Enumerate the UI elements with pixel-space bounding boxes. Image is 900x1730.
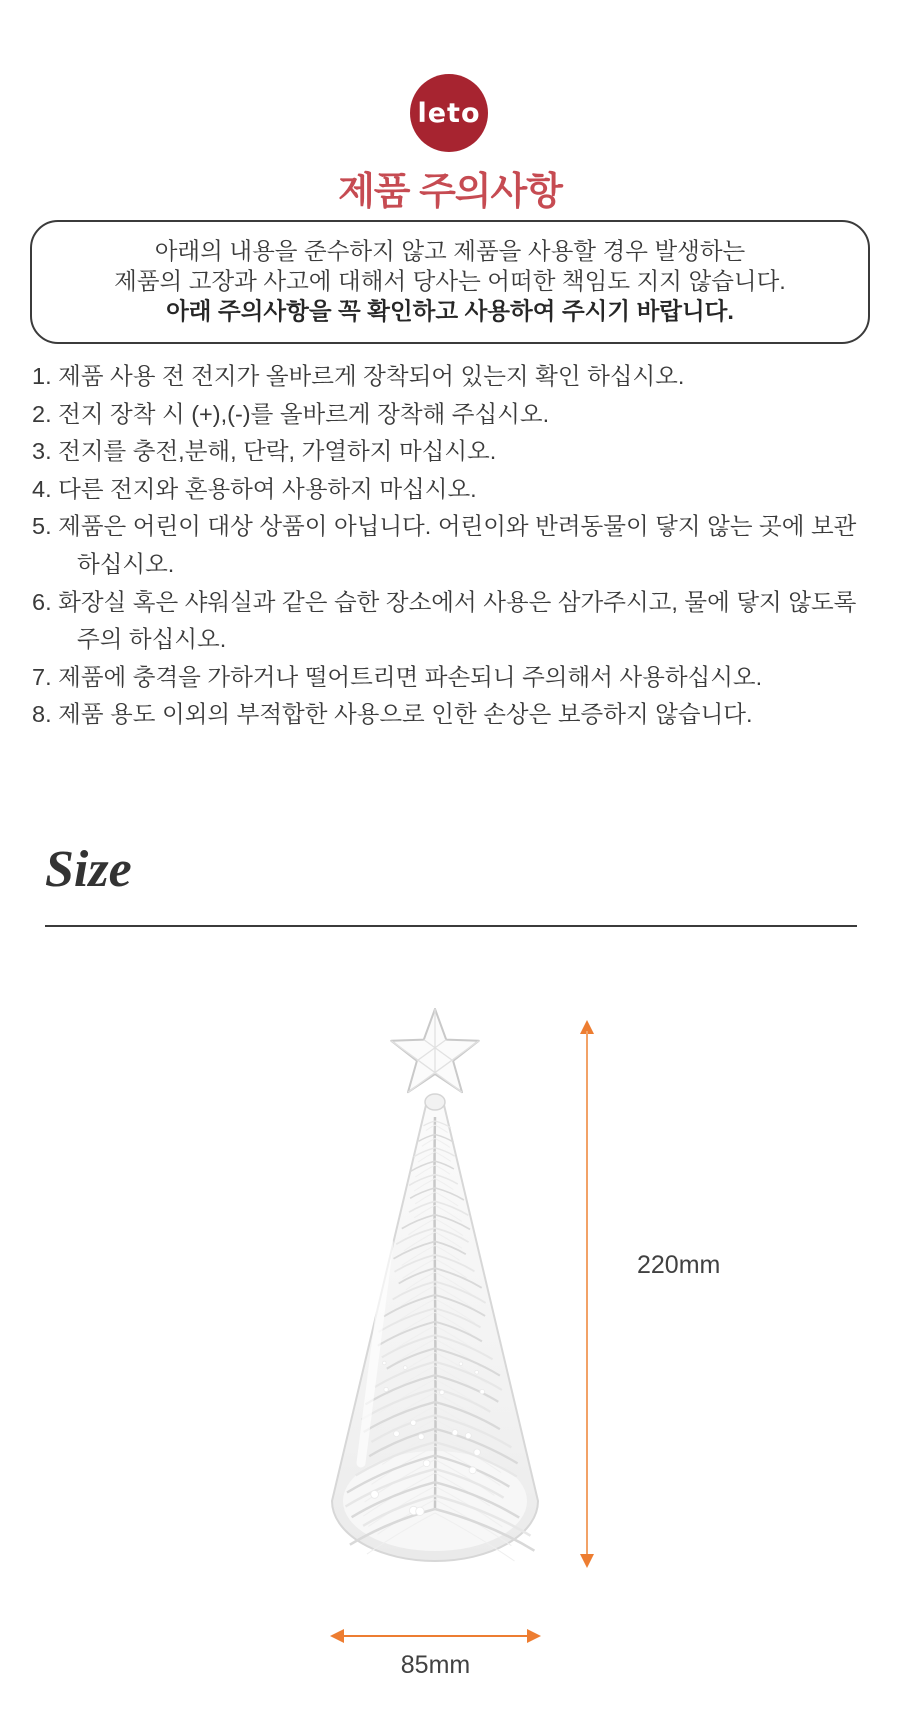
brand-logo-text: leto — [417, 97, 481, 129]
brand-logo — [410, 74, 488, 152]
precautions-list — [32, 358, 870, 734]
width-dimension-label: 85mm — [400, 1651, 471, 1679]
precaution-item: 7. 제품에 충격을 가하거나 떨어트리면 파손되니 주의해서 사용하십시오. — [32, 663, 763, 690]
height-dimension-arrow — [580, 1020, 594, 1568]
precaution-item: 1. 제품 사용 전 전지가 올바르게 장착되어 있는지 확인 하십시오. — [32, 363, 685, 389]
precaution-item: 3. 전지를 충전,분해, 단락, 가열하지 마십시오. — [32, 438, 497, 465]
precaution-item: 5. 제품은 어린이 대상 상품이 아닙니다. 어린이와 반려동물이 닿지 않는 곳에 보관하십시오. — [32, 513, 857, 577]
precaution-item: 4. 다른 전지와 혼용하여 사용하지 마십시오. — [32, 475, 477, 502]
precaution-item: 2. 전지 장착 시 (+),(-)를 올바르게 장착해 주십시오. — [32, 400, 550, 427]
warning-box — [30, 220, 870, 344]
dimension-line — [341, 1635, 530, 1637]
star-topper-icon — [391, 1009, 478, 1092]
warning-line-1: 아래의 내용을 준수하지 않고 제품을 사용할 경우 발생하는 — [154, 238, 746, 264]
precaution-item: 6. 화장실 혹은 샤워실과 같은 습한 장소에서 사용은 삼가주시고, 물에 닿지 않도록 주의 하십시오. — [32, 588, 857, 653]
arrow-down-icon — [580, 1554, 594, 1568]
size-divider-line — [45, 925, 857, 927]
precaution-item: 8. 제품 용도 이외의 부적합한 사용으로 인한 손상은 보증하지 않습니다. — [32, 701, 753, 728]
page-title: 제품 주의사항 — [338, 171, 562, 213]
height-dimension-label: 220mm — [637, 1251, 721, 1279]
size-section-heading: Size — [45, 841, 132, 898]
arrow-right-icon — [527, 1629, 541, 1643]
star-base-knob — [425, 1094, 445, 1110]
dimension-line — [586, 1031, 588, 1557]
warning-line-3: 아래 주의사항을 꼭 확인하고 사용하여 주시기 바랍니다. — [166, 298, 734, 324]
warning-line-2: 제품의 고장과 사고에 대해서 당사는 어떠한 책임도 지지 않습니다. — [114, 268, 786, 294]
product-image-christmas-tree — [327, 1003, 543, 1578]
width-dimension-arrow — [330, 1629, 541, 1643]
